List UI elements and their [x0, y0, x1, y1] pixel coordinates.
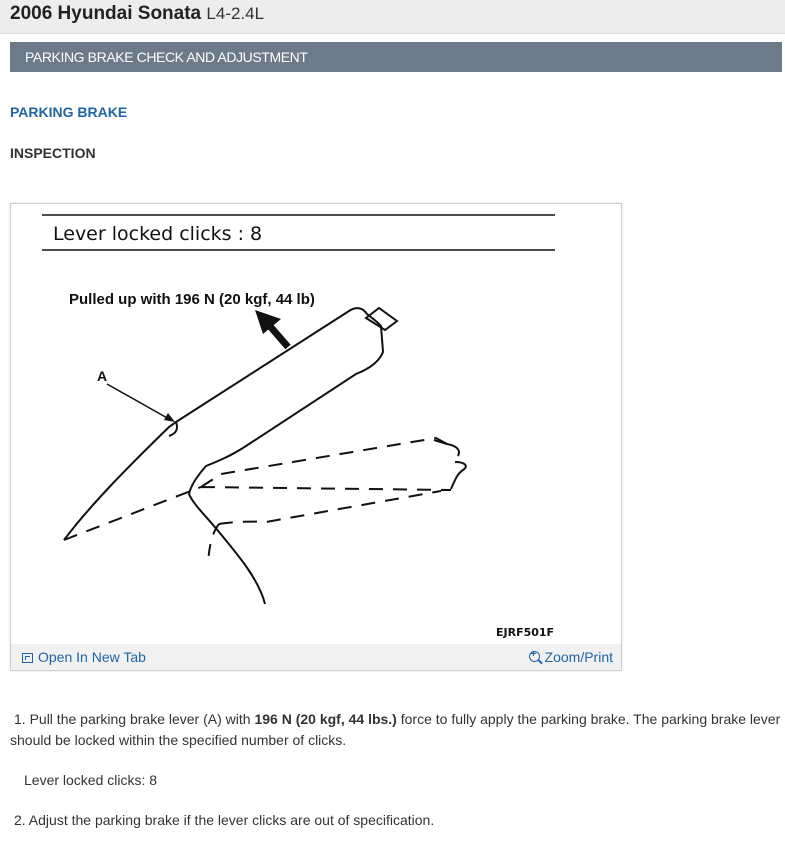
- lever-button: [366, 308, 397, 330]
- step-1-force: 196 N (20 kgf, 44 lbs.): [254, 711, 397, 727]
- open-new-tab-link[interactable]: [22, 649, 146, 665]
- parking-brake-diagram: [11, 204, 621, 644]
- top-bar: [0, 0, 785, 34]
- step-2: 2. Adjust the parking brake if the lever clicks are out of specification.: [14, 812, 435, 828]
- figure-id: EJRF501F: [496, 626, 555, 639]
- callout-leader: [107, 384, 175, 422]
- force-label: Pulled up with 196 N (20 kgf, 44 lb): [69, 291, 315, 308]
- vehicle-name: 2006 Hyundai Sonata: [10, 3, 202, 24]
- figure-box: [10, 203, 622, 671]
- zoom-in-icon: [529, 651, 540, 662]
- open-new-tab-label: Open In New Tab: [38, 649, 146, 665]
- vehicle-title: [10, 3, 264, 25]
- force-arrow: [255, 310, 288, 347]
- figure-footer: [11, 644, 621, 670]
- subtitle-parking-brake: PARKING BRAKE: [10, 104, 128, 120]
- step-1-prefix: 1. Pull the parking brake lever (A) with: [14, 711, 255, 727]
- zoom-print-label: Zoom/Print: [544, 649, 613, 665]
- lever-released-end: [434, 440, 466, 489]
- open-new-tab-icon: [22, 653, 33, 663]
- step-1-suffix: force to fully apply the parking brake. The parking brake lever should be locked within the specified number of clicks.: [10, 711, 781, 748]
- callout-a: A: [97, 368, 108, 384]
- zoom-print-link[interactable]: [529, 649, 613, 665]
- lever-raised: [64, 308, 383, 604]
- subsection-inspection: INSPECTION: [10, 145, 96, 161]
- section-header: [10, 42, 782, 72]
- spec-line: Lever locked clicks: 8: [24, 772, 158, 788]
- step-1: [10, 709, 782, 751]
- spec-label: Lever locked clicks : 8: [53, 223, 263, 245]
- section-title: PARKING BRAKE CHECK AND ADJUSTMENT: [25, 49, 308, 65]
- lever-released: [64, 438, 451, 540]
- engine-label: L4-2.4L: [206, 4, 265, 23]
